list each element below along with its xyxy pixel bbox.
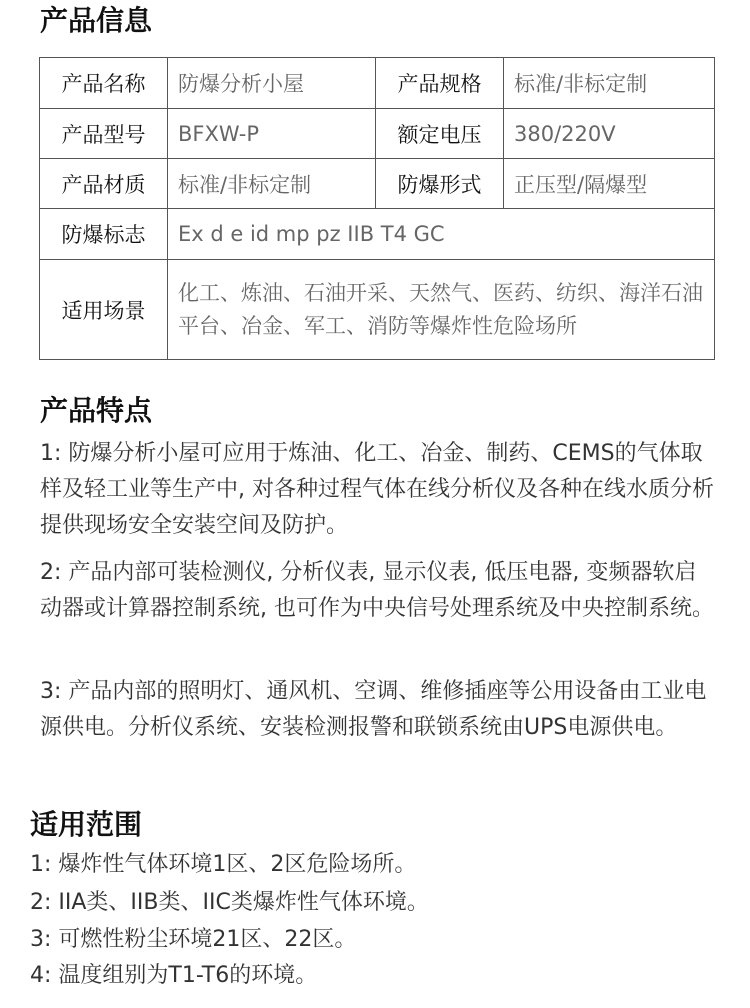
spec-value: 防爆分析小屋 [168,58,376,109]
scope-item: 2: IIA类、IIB类、IIC类爆炸性气体环境。 [30,890,429,915]
spec-label: 产品型号 [40,109,168,159]
scope-heading: 适用范围 [30,808,143,841]
table-row [40,209,715,260]
spec-label: 产品名称 [40,58,168,109]
table-row [40,260,715,360]
features-heading: 产品特点 [40,394,153,427]
spec-label: 防爆形式 [376,159,504,209]
spec-table [39,57,715,360]
explosion-mark-value: Ex d e id mp pz IIB T4 GC [168,209,715,260]
spec-label: 额定电压 [376,109,504,159]
spec-label: 防爆标志 [40,209,168,260]
feature-item: 2: 产品内部可装检测仪, 分析仪表, 显示仪表, 低压电器, 变频器软启动器或计算器控制系统, 也可作为中央信号处理系统及中央控制系统。 [40,560,714,621]
scope-item: 1: 爆炸性气体环境1区、2区危险场所。 [30,852,417,877]
application-scene-value: 化工、炼油、石油开采、天然气、医药、纺织、海洋石油平台、冶金、军工、消防等爆炸性危险场所 [168,260,715,360]
scope-item: 3: 可燃性粉尘环境21区、22区。 [30,927,357,952]
spec-value: 正压型/隔爆型 [504,159,715,209]
product-info-heading: 产品信息 [40,4,153,37]
spec-label: 产品规格 [376,58,504,109]
spec-label: 产品材质 [40,159,168,209]
spec-value: 标准/非标定制 [504,58,715,109]
spec-value: 380/220V [504,109,715,159]
scope-item: 4: 温度组别为T1-T6的环境。 [30,963,318,988]
table-row [40,58,715,109]
spec-value: BFXW-P [168,109,376,159]
spec-value: 标准/非标定制 [168,159,376,209]
feature-item: 3: 产品内部的照明灯、通风机、空调、维修插座等公用设备由工业电源供电。分析仪系统、安装检测报警和联锁系统由UPS电源供电。 [40,679,707,740]
table-row [40,109,715,159]
spec-label: 适用场景 [40,260,168,360]
feature-item: 1: 防爆分析小屋可应用于炼油、化工、冶金、制药、CEMS的气体取样及轻工业等生产中, 对各种过程气体在线分析仪及各种在线水质分析提供现场安全安装空间及防护。 [40,441,714,538]
table-row [40,159,715,209]
